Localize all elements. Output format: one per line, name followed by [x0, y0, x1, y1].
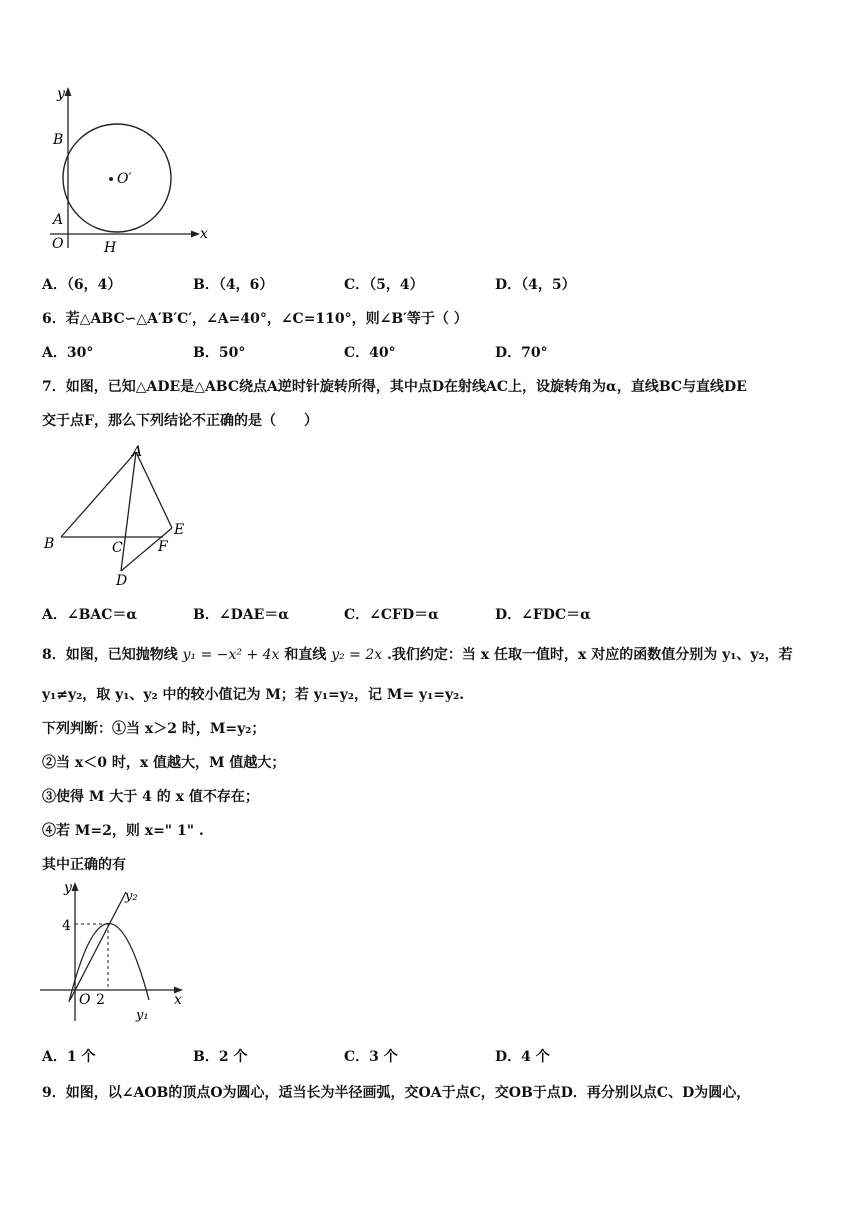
tick-label-4: 4	[62, 918, 71, 934]
point-a-label: A	[132, 444, 143, 460]
q8-parabola-equation: y₁ = −x² + 4x	[182, 647, 280, 663]
point-d-label: D	[116, 573, 128, 589]
q5-option-a[interactable]: A．（6，4）	[42, 277, 122, 293]
point-b-label: B	[44, 536, 55, 552]
q5-option-b[interactable]: B．（4，6）	[193, 277, 274, 293]
q7-option-a[interactable]: A．∠BAC＝α	[42, 607, 138, 623]
y1-curve-label: y₁	[136, 1008, 149, 1023]
q8-intro-b: 和直线	[284, 647, 327, 663]
point-e-label: E	[174, 522, 185, 538]
x-axis-label: x	[200, 226, 208, 242]
center-label: O′	[117, 171, 132, 187]
q8-line-equation: y₂ = 2x	[331, 647, 383, 663]
q7-option-c[interactable]: C．∠CFD＝α	[344, 607, 439, 623]
point-a-label: A	[53, 212, 64, 228]
y2-line-label: y₂	[125, 889, 138, 904]
q6-option-d[interactable]: D．70°	[495, 345, 548, 361]
q8-option-a[interactable]: A．1 个	[42, 1049, 96, 1065]
q8-option-b[interactable]: B．2 个	[193, 1049, 248, 1065]
q5-option-d[interactable]: D．（4，5）	[495, 277, 576, 293]
q6-option-b[interactable]: B．50°	[193, 345, 246, 361]
x-axis-label: x	[174, 992, 182, 1008]
q5-figure	[40, 82, 220, 254]
q8-option-c[interactable]: C．3 个	[344, 1049, 398, 1065]
q8-judgement-2: ②当 x＜0 时，x 值越大，M 值越大；	[42, 755, 286, 771]
q6-option-c[interactable]: C．40°	[344, 345, 396, 361]
q9-question: 9．如图，以∠AOB的顶点O为圆心，适当长为半径画弧，交OA于点C，交OB于点D．再分别以点C、D为圆心，	[42, 1085, 751, 1101]
point-b-label: B	[53, 132, 64, 148]
y-axis-label: y	[57, 86, 65, 102]
origin-label: O	[52, 236, 64, 252]
point-c-label: C	[112, 540, 123, 556]
q8-figure	[36, 876, 196, 1026]
q7-option-d[interactable]: D．∠FDC＝α	[495, 607, 591, 623]
q6-question: 6．若△ABC∽△A′B′C′，∠A=40°，∠C=110°，则∠B′等于（ ）	[42, 311, 468, 327]
q7-question-line2: 交于点F，那么下列结论不正确的是（ ）	[42, 413, 318, 429]
q8-question-line1	[42, 644, 793, 664]
q7-figure	[40, 440, 200, 590]
q8-judgement-4: ④若 M=2，则 x=" 1" .	[42, 823, 204, 839]
point-f-label: F	[158, 539, 168, 555]
q8-judgement-1: 下列判断：①当 x＞2 时，M=y₂；	[42, 721, 266, 737]
q7-question-line1: 7．如图，已知△ADE是△ABC绕点A逆时针旋转所得，其中点D在射线AC上，设旋转角为α，直线BC与直线DE	[42, 379, 747, 395]
q8-intro-c: .我们约定：当 x 任取一值时，x 对应的函数值分别为 y₁、y₂，若	[387, 647, 793, 663]
q8-judgement-3: ③使得 M 大于 4 的 x 值不存在；	[42, 789, 259, 805]
point-h-label: H	[104, 240, 117, 254]
q8-option-d[interactable]: D．4 个	[495, 1049, 550, 1065]
origin-label: O	[79, 992, 91, 1008]
y-axis-label: y	[64, 880, 72, 896]
q8-correct-prompt: 其中正确的有	[42, 857, 126, 873]
tick-label-2: 2	[96, 992, 105, 1008]
q8-intro-a: 8．如图，已知抛物线	[42, 647, 178, 663]
q7-option-b[interactable]: B．∠DAE＝α	[193, 607, 290, 623]
q8-question-line2: y₁≠y₂，取 y₁、y₂ 中的较小值记为 M；若 y₁=y₂，记 M= y₁=y₂.	[42, 687, 465, 703]
q5-option-c[interactable]: C．（5，4）	[344, 277, 424, 293]
q6-option-a[interactable]: A．30°	[42, 345, 94, 361]
